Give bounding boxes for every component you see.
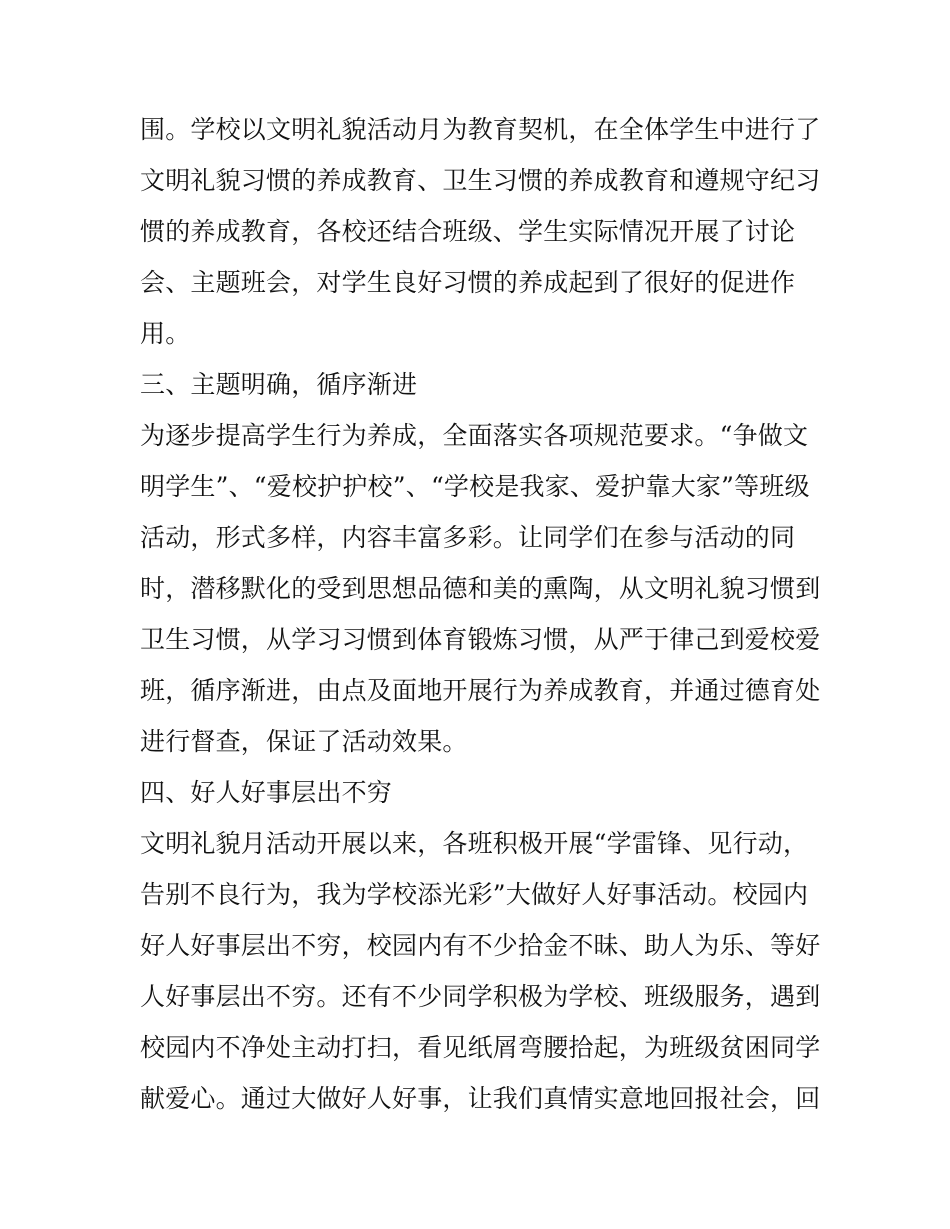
paragraph-line: 校园内不净处主动打扫，看见纸屑弯腰拾起，为班级贫困同学 — [140, 1033, 821, 1062]
paragraph-line: 会、主题班会，对学生良好习惯的养成起到了很好的促进作 — [140, 268, 796, 297]
paragraph-line: 明学生”、“爱校护护校”、“学校是我家、爱护靠大家”等班级 — [140, 472, 810, 501]
document-body — [140, 104, 821, 1124]
paragraph-line: 卫生习惯，从学习习惯到体育锻炼习惯，从严于律己到爱校爱 — [140, 625, 821, 654]
paragraph-line: 人好事层出不穷。还有不少同学积极为学校、班级服务，遇到 — [140, 982, 821, 1011]
paragraph-line: 为逐步提高学生行为养成，全面落实各项规范要求。“争做文 — [140, 421, 809, 450]
section-heading-3: 三、主题明确，循序渐进 — [140, 370, 418, 399]
paragraph-line: 告别不良行为，我为学校添光彩”大做好人好事活动。校园内 — [140, 880, 809, 909]
paragraph-line: 用。 — [140, 319, 191, 348]
paragraph-line: 献爱心。通过大做好人好事，让我们真情实意地回报社会，回 — [140, 1084, 821, 1113]
paragraph-line: 时，潜移默化的受到思想品德和美的熏陶，从文明礼貌习惯到 — [140, 574, 821, 603]
paragraph-line: 活动，形式多样，内容丰富多彩。让同学们在参与活动的同 — [140, 523, 796, 552]
paragraph-line: 围。学校以文明礼貌活动月为教育契机，在全体学生中进行了 — [140, 115, 821, 144]
paragraph-line: 文明礼貌月活动开展以来，各班积极开展“学雷锋、见行动， — [140, 829, 809, 858]
section-heading-4: 四、好人好事层出不穷 — [140, 778, 393, 807]
paragraph-line: 文明礼貌习惯的养成教育、卫生习惯的养成教育和遵规守纪习 — [140, 166, 821, 195]
paragraph-line: 好人好事层出不穷，校园内有不少拾金不昧、助人为乐、等好 — [140, 931, 821, 960]
paragraph-line: 进行督查，保证了活动效果。 — [140, 727, 468, 756]
paragraph-line: 惯的养成教育，各校还结合班级、学生实际情况开展了讨论 — [140, 217, 796, 246]
paragraph-line: 班，循序渐进，由点及面地开展行为养成教育，并通过德育处 — [140, 676, 821, 705]
